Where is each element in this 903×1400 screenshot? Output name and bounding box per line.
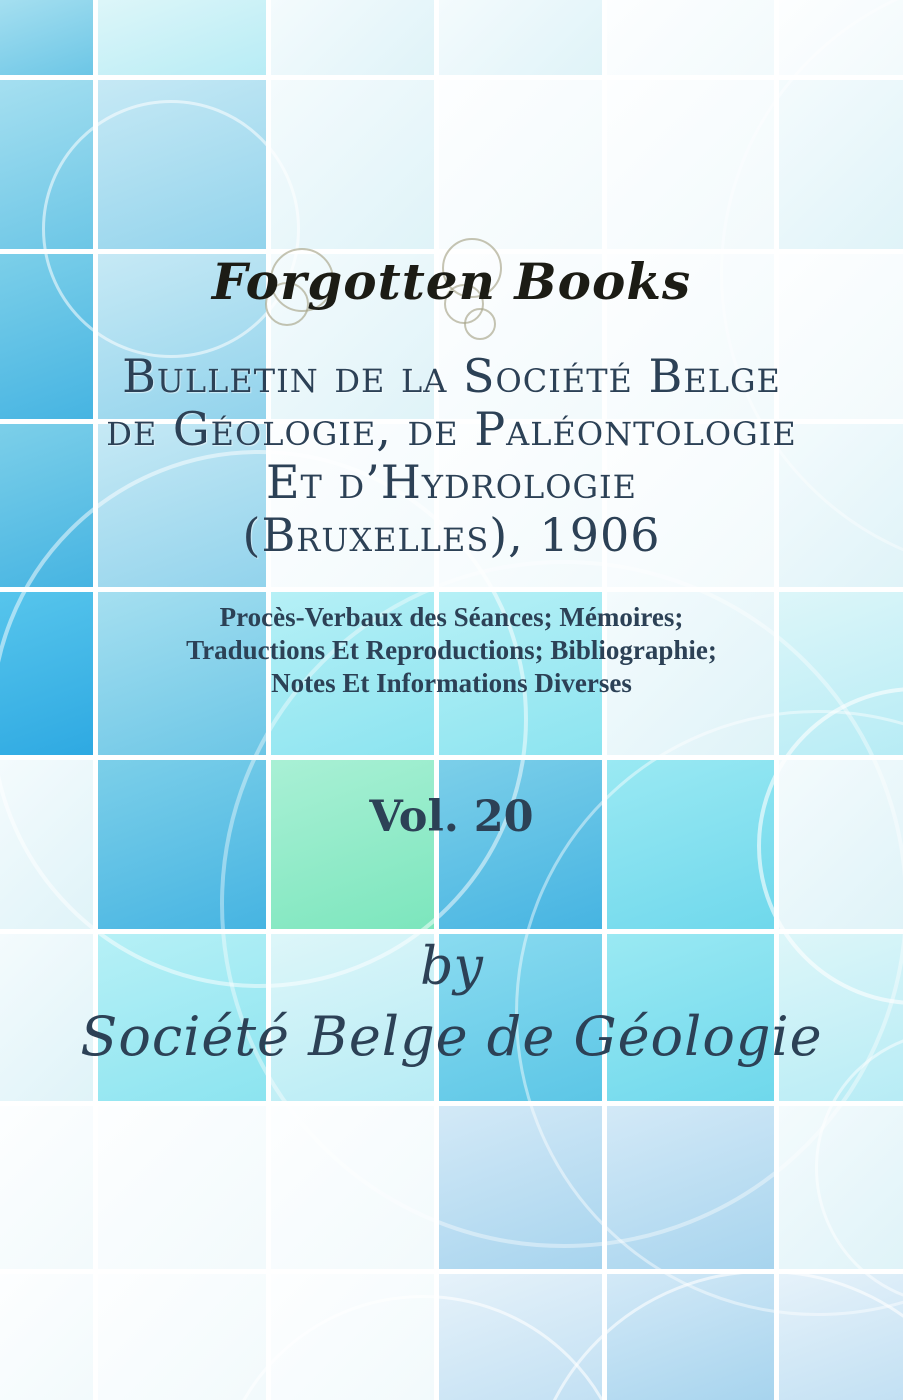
publisher-logo-text: Forgotten Books xyxy=(211,252,692,311)
bg-cell xyxy=(607,760,774,929)
bg-cell xyxy=(607,1106,774,1269)
bg-cell xyxy=(607,1274,774,1400)
bg-cell xyxy=(0,1274,93,1400)
bg-cell xyxy=(439,760,602,929)
bg-cell xyxy=(98,0,266,75)
bg-cell xyxy=(271,0,434,75)
bg-cell xyxy=(607,80,774,249)
title-line: de Géologie, de Paléontologie xyxy=(106,402,797,456)
bg-cell xyxy=(439,80,602,249)
bg-cell xyxy=(0,1106,93,1269)
subtitle-line: Notes Et Informations Diverses xyxy=(271,668,632,698)
bg-cell xyxy=(0,760,93,929)
subtitle-line: Procès-Verbaux des Séances; Mémoires; xyxy=(219,602,684,632)
bg-cell xyxy=(607,0,774,75)
bg-cell xyxy=(439,0,602,75)
bg-cell xyxy=(271,760,434,929)
author-name: Société Belge de Géologie xyxy=(80,1005,823,1068)
bg-cell xyxy=(98,760,266,929)
bg-cell xyxy=(779,80,903,249)
bg-cell xyxy=(0,0,93,75)
volume-label: Vol. 20 xyxy=(369,792,534,842)
title-line: Et d’Hydrologie xyxy=(265,455,638,509)
bg-cell xyxy=(779,760,903,929)
byline: by xyxy=(420,937,483,997)
title-line: (Bruxelles), 1906 xyxy=(242,508,661,562)
title-line: Bulletin de la Société Belge xyxy=(122,349,781,403)
bg-cell xyxy=(0,80,93,249)
bg-cell xyxy=(779,1106,903,1269)
publisher-logo xyxy=(0,232,903,332)
bg-cell xyxy=(779,0,903,75)
bg-cell xyxy=(439,1106,602,1269)
bg-cell xyxy=(271,80,434,249)
bg-cell xyxy=(98,80,266,249)
book-title xyxy=(0,350,903,562)
subtitle-line: Traductions Et Reproductions; Bibliographie; xyxy=(186,635,717,665)
bg-cell xyxy=(271,1274,434,1400)
bg-cell xyxy=(779,1274,903,1400)
bg-cell xyxy=(271,1106,434,1269)
book-subtitle xyxy=(0,601,903,700)
bg-cell xyxy=(439,1274,602,1400)
bg-cell xyxy=(98,1106,266,1269)
bg-cell xyxy=(98,1274,266,1400)
